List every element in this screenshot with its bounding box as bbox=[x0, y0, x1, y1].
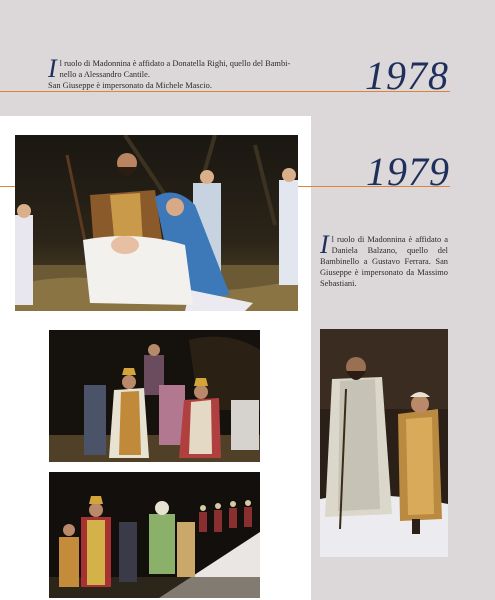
dropcap-1979: I bbox=[320, 230, 329, 259]
nativity-photo bbox=[15, 135, 298, 311]
three-kings-photo bbox=[49, 330, 260, 462]
year-heading-1978: 1978 bbox=[365, 53, 449, 98]
dropcap-1978: I bbox=[48, 54, 57, 83]
caption-1979 bbox=[320, 230, 448, 289]
caption-1978 bbox=[48, 54, 308, 91]
procession-photo bbox=[49, 472, 260, 598]
caption-1979-text: l ruolo di Madonnina è affidato a Daniela Balzano, quello del Bambinello a Gustavo Ferrara. San Giuseppe è impersonato da Massimo Sebastiani. bbox=[320, 235, 448, 288]
caption-1978-line-1: l ruolo di Madonnina è affidato a Donatella Righi, quello del Bambi- bbox=[59, 59, 291, 68]
caption-1978-line-2: nello a Alessandro Cantile. bbox=[59, 70, 150, 79]
caption-1978-line-3: San Giuseppe è impersonato da Michele Mascio. bbox=[48, 81, 212, 90]
joseph-snow-photo bbox=[320, 329, 448, 557]
year-heading-1979: 1979 bbox=[366, 149, 450, 194]
